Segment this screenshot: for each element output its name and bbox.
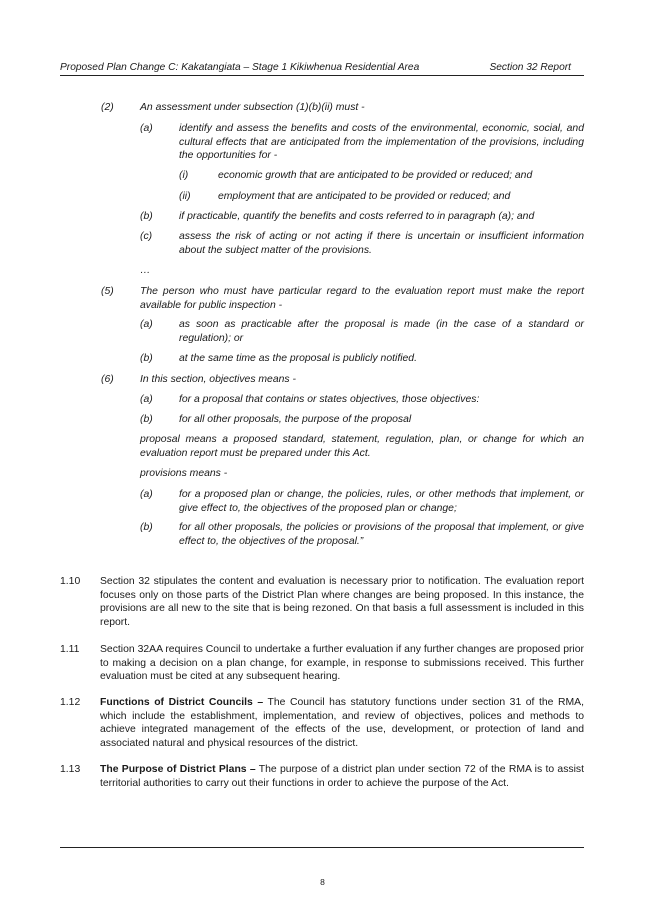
item-text: identify and assess the benefits and costs of the environmental, economic, social, and cultural effects that are anticipated from the implementation of the provisions, including the opportunities for - (179, 123, 584, 162)
subsection-text: In this section, objectives means - (140, 374, 296, 385)
paragraph-text (100, 696, 584, 750)
document-title: Proposed Plan Change C: Kakatangiata – Stage 1 Kikiwhenua Residential Area (60, 62, 420, 73)
ellipsis: … (140, 265, 151, 276)
paragraph-number: 1.10 (60, 576, 81, 587)
item-label: (b) (140, 353, 153, 364)
item-text: at the same time as the proposal is publicly notified. (179, 353, 417, 364)
paragraph-body: The Council has statutory functions under section 31 of the RMA, which include the establishment, implementation, and review of objectives, polices and methods to achieve integrated management of the effects of the use, development, or protection of land and associated natural and physical resources of the district. (100, 697, 584, 749)
page-number: 8 (320, 877, 325, 887)
paragraph-body: The purpose of a district plan under section 72 of the RMA is to assist territorial authorities to carry out their functions in order to achieve the purpose of the Act. (100, 764, 584, 789)
item-label: (c) (140, 231, 153, 242)
item-label: (a) (140, 319, 153, 330)
page-header (60, 61, 584, 75)
subsection-number: (6) (101, 374, 114, 385)
paragraph-text: Section 32 stipulates the content and evaluation is necessary prior to notification. The evaluation report focuses only on those parts of the District Plan where changes are being proposed. In this instance, the provisions are all new to the site that is being rezoned. On that basis a full assessment is included in this report. (100, 576, 584, 628)
subsection-text: An assessment under subsection (1)(b)(ii) must - (140, 102, 365, 113)
item-text: for all other proposals, the purpose of the proposal (179, 414, 412, 425)
item-text: for all other proposals, the policies or provisions of the proposal that implement, or give effect to, the objectives of the proposal.” (179, 522, 584, 547)
item-label: (b) (140, 414, 153, 425)
item-label: (b) (140, 211, 153, 222)
item-text: as soon as practicable after the proposal is made (in the case of a standard or regulation); or (179, 319, 584, 344)
subsection-number: (5) (101, 286, 114, 297)
item-text: assess the risk of acting or not acting if there is uncertain or insufficient information about the subject matter of the provisions. (179, 231, 584, 256)
paragraph-text: Section 32AA requires Council to undertake a further evaluation if any further changes are proposed prior to making a decision on a plan change, for example, in response to submissions received. This further evaluation must be cited at any subsequent hearing. (100, 644, 584, 683)
item-label: (a) (140, 489, 153, 500)
subitem-text: employment that are anticipated to be provided or reduced; and (218, 191, 511, 202)
proposal-definition: proposal means a proposed standard, statement, regulation, plan, or change for which an evaluation report must be prepared under this Act. (140, 434, 584, 459)
item-label: (a) (140, 123, 153, 134)
header-rule (60, 75, 584, 76)
subitem-text: economic growth that are anticipated to be provided or reduced; and (218, 170, 533, 181)
paragraph-heading: The Purpose of District Plans – (100, 764, 256, 775)
footer-rule (60, 847, 584, 848)
item-label: (b) (140, 522, 153, 533)
provisions-definition: provisions means - (140, 468, 228, 479)
item-text: for a proposal that contains or states objectives, those objectives: (179, 394, 480, 405)
subitem-label: (i) (179, 170, 189, 181)
subsection-text: The person who must have particular regard to the evaluation report must make the report available for public inspection - (140, 286, 584, 311)
paragraph-heading: Functions of District Councils – (100, 697, 264, 708)
item-label: (a) (140, 394, 153, 405)
item-text: for a proposed plan or change, the policies, rules, or other methods that implement, or give effect to, the objectives of the proposed plan or change; (179, 489, 584, 514)
paragraph-number: 1.13 (60, 764, 81, 775)
section-label: Section 32 Report (489, 62, 571, 73)
paragraph-text (100, 763, 584, 790)
paragraph-number: 1.12 (60, 697, 81, 708)
item-text: if practicable, quantify the benefits and costs referred to in paragraph (a); and (179, 211, 535, 222)
subsection-number: (2) (101, 102, 114, 113)
subitem-label: (ii) (179, 191, 191, 202)
paragraph-number: 1.11 (60, 644, 80, 655)
